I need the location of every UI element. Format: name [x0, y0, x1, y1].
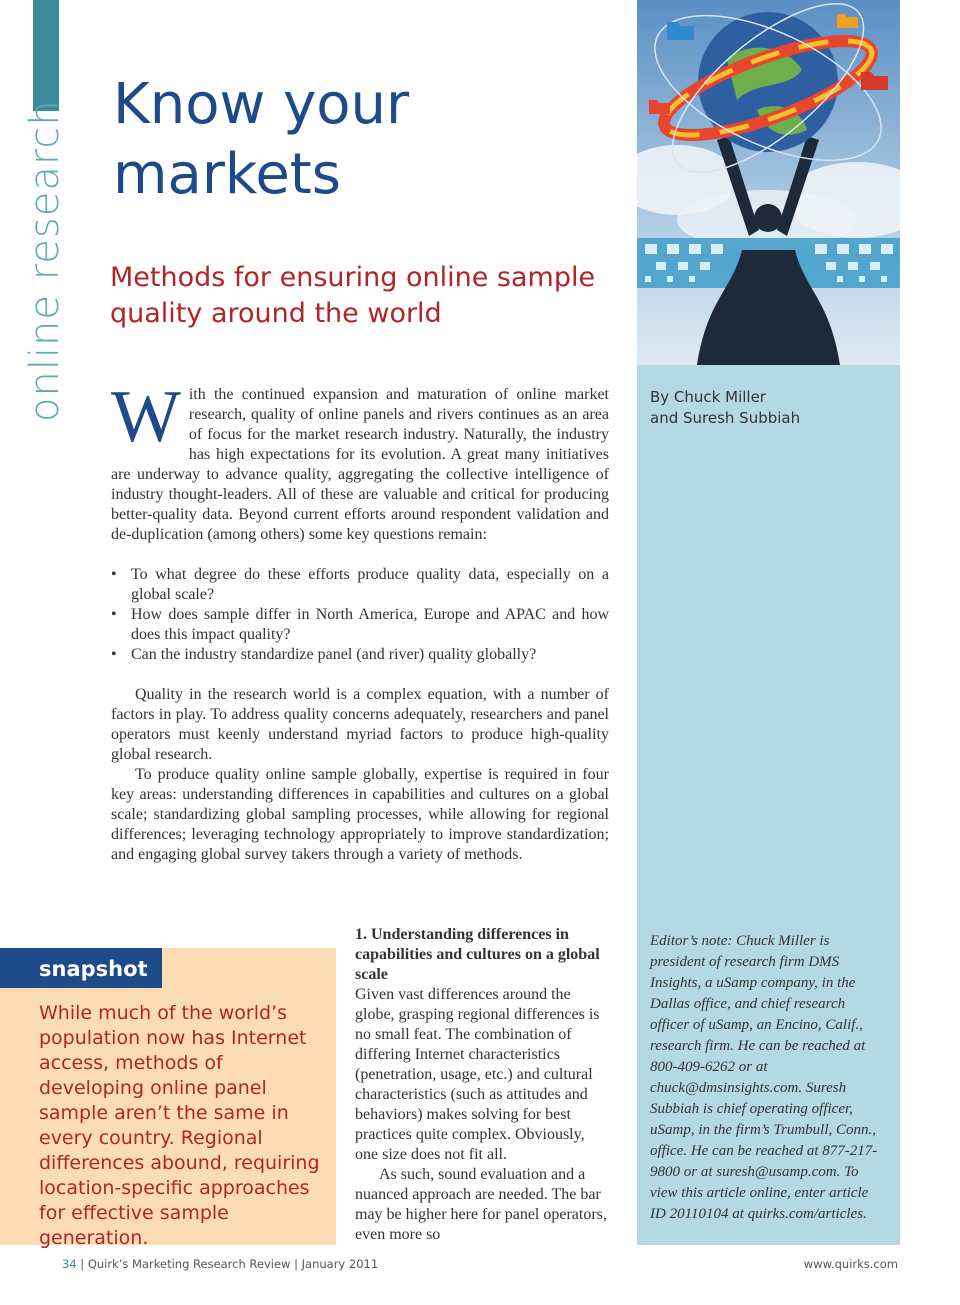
questions-list — [111, 565, 609, 665]
section-accent-bar — [33, 0, 59, 111]
section-1-column — [355, 925, 608, 1245]
byline-line-1: By Chuck Miller — [650, 388, 766, 406]
bullet-text: How does sample differ in North America, Europe and APAC and how does this impact quality? — [131, 606, 609, 643]
article-body — [111, 376, 609, 865]
title-line-2: markets — [113, 142, 341, 207]
byline-line-2: and Suresh Subbiah — [650, 409, 801, 427]
snapshot-text: While much of the world’s population now has Internet access, methods of developing online panel sample aren’t the same in every country. Regional differences abound, requiring location-specific approaches for effective sample generation. — [39, 1002, 320, 1249]
list-item: • To what degree do these efforts produce quality data, especially on a global scale? — [111, 566, 609, 603]
section-1-paragraph-2: As such, sound evaluation and a nuanced approach are needed. The bar may be higher here for panel operators, even more so — [355, 1166, 607, 1243]
list-item: • Can the industry standardize panel (and river) quality globally? — [111, 646, 537, 663]
intro-text: ith the continued expansion and maturation of online market research, quality of online panels and rivers continues as an area of focus for the market research industry. Naturally, the industry has high expectations for its evolution. A great many initiatives are underway to advance quality, aggregating the collective intelligence of industry thought-leaders. All of these are valuable and critical for producing better-quality data. Beyond current efforts around respondent validation and de-duplication (among others) some key questions remain: — [111, 386, 609, 543]
section-1-heading: 1. Understanding differences in capabilities and cultures on a global scale — [355, 926, 600, 983]
section-label: online research — [22, 99, 68, 422]
bullet-text: Can the industry standardize panel (and river) quality globally? — [131, 646, 537, 663]
footer-website: www.quirks.com — [803, 1257, 898, 1271]
intro-paragraph — [111, 376, 609, 545]
page-number: 34 — [62, 1257, 77, 1271]
drop-cap: W — [111, 376, 181, 458]
body-paragraph-3: To produce quality online sample globally, expertise is required in four key areas: understanding differences in capabilities and cultures on a global scale; standardizing global sampling processes, while allowing for regional differences; leveraging technology appropriately to improve standardization; and engaging global survey takers through a variety of methods. — [111, 766, 609, 863]
bullet-text: To what degree do these efforts produce quality data, especially on a global scale? — [131, 566, 609, 603]
body-paragraph-2: Quality in the research world is a complex equation, with a number of factors in play. To address quality concerns adequately, researchers and panel operators must keenly understand myriad factors to produce high-quality global research. — [111, 686, 609, 763]
snapshot-label: snapshot — [39, 957, 148, 981]
byline — [650, 387, 890, 429]
title-line-1: Know your — [113, 72, 409, 137]
globe-illustration — [637, 0, 900, 365]
list-item: • How does sample differ in North America, Europe and APAC and how does this impact quality? — [111, 606, 609, 643]
footer-left — [62, 1257, 378, 1271]
publication-info: | Quirk’s Marketing Research Review | January 2011 — [80, 1257, 379, 1271]
section-1-paragraph-1: Given vast differences around the globe, grasping regional differences is no small feat. The combination of differing Internet characteristics (penetration, usage, etc.) and cultural characteristics (such as attitudes and behaviors) makes solving for best practices quite complex. Obviously, one size does not fit all. — [355, 986, 600, 1163]
editors-note: Editor’s note: Chuck Miller is president of research firm DMS Insights, a uSamp company, in the Dallas office, and chief research officer of uSamp, an Encino, Calif., research firm. He can be reached at 800-409-6262 or at chuck@dmsinsights.com. Suresh Subbiah is chief operating officer, uSamp, in the firm’s Trumbull, Conn., office. He can be reached at 877-217-9800 or at suresh@usamp.com. To view this article online, enter article ID 20110104 at quirks.com/articles. — [650, 933, 878, 1222]
article-title — [113, 70, 409, 210]
article-subtitle: Methods for ensuring online sample quality around the world — [110, 262, 596, 329]
